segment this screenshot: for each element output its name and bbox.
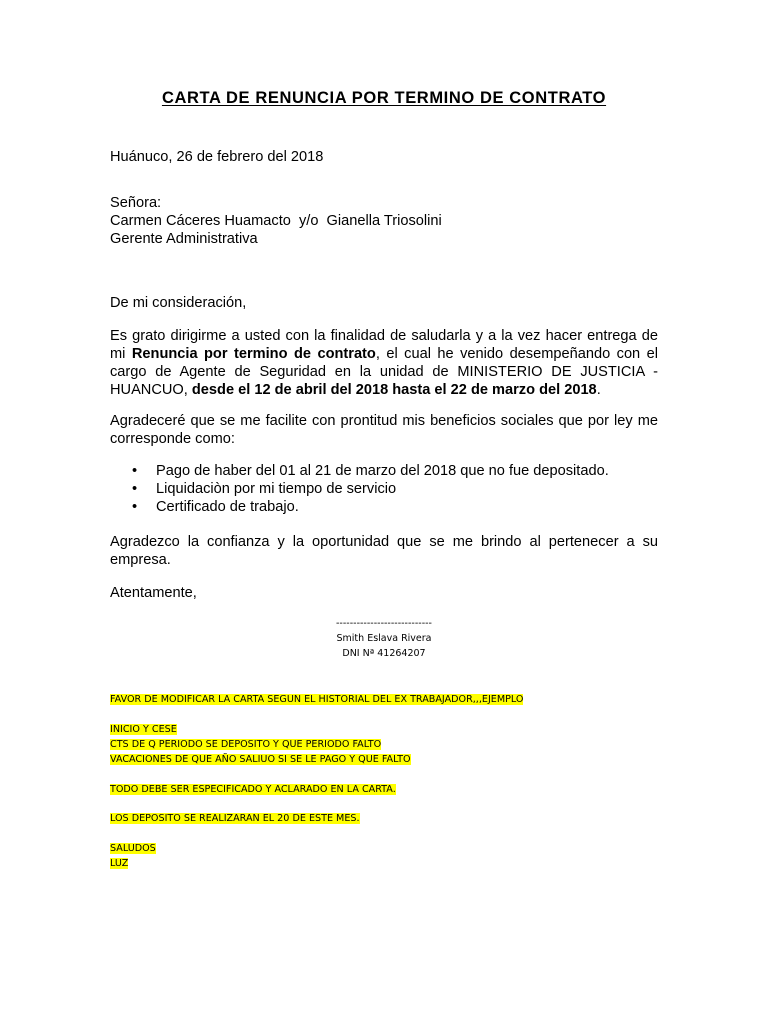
note-greeting-text: SALUDOS — [110, 843, 156, 854]
note-item-text: LOS DEPOSITO SE REALIZARAN EL 20 DE ESTE MES. — [110, 813, 360, 824]
paragraph-resignation-text-3: . — [596, 382, 601, 398]
paragraph-thanks: Agradezco la confianza y la oportunidad que se me brindo al pertenecer a su empresa. — [110, 534, 658, 568]
bullet-icon: • — [132, 481, 138, 497]
note-greeting — [110, 842, 156, 855]
note-item — [110, 723, 177, 736]
note-signoff — [110, 857, 128, 870]
note-instruction-text: FAVOR DE MODIFICAR LA CARTA SEGUN EL HISTORIAL DEL EX TRABAJADOR,,,EJEMPLO — [110, 694, 524, 705]
signature-dni: DNI Nª 41264207 — [342, 648, 426, 659]
list-item — [110, 480, 609, 498]
note-item — [110, 753, 411, 766]
recipient-position: Gerente Administrativa — [110, 231, 258, 247]
list-item-text: Certificado de trabajo. — [156, 499, 299, 515]
list-item-text: Pago de haber del 01 al 21 de marzo del 2018 que no fue depositado. — [156, 463, 609, 479]
recipient-name: Carmen Cáceres Huamacto y/o Gianella Triosolini — [110, 213, 442, 229]
note-item — [110, 738, 381, 751]
note-item — [110, 812, 360, 825]
note-signoff-text: LUZ — [110, 858, 129, 869]
benefits-list — [110, 462, 609, 516]
note-item — [110, 783, 396, 796]
greeting: De mi consideración, — [110, 295, 247, 311]
paragraph-benefits: Agradeceré que se me facilite con prontitud mis beneficios sociales que por ley me corresponde como: — [110, 413, 658, 447]
signature-name: Smith Eslava Rivera — [336, 633, 432, 644]
note-item-text: INICIO Y CESE — [110, 724, 177, 735]
date-line: Huánuco, 26 de febrero del 2018 — [110, 149, 324, 165]
bullet-icon: • — [132, 463, 138, 479]
signature-line: ---------------------------- — [336, 618, 432, 629]
paragraph-resignation-text-2: , el cual he venido desempeñando con el cargo de Agente de Seguridad en la unidad de MINISTERIO DE JUSTICIA - HUANCUO, — [110, 346, 658, 398]
paragraph-resignation — [110, 327, 658, 399]
note-item-text: CTS DE Q PERIODO SE DEPOSITO Y QUE PERIODO FALTO — [110, 739, 382, 750]
note-instruction — [110, 693, 523, 706]
list-item-text: Liquidaciòn por mi tiempo de servicio — [156, 481, 397, 497]
list-item — [110, 462, 609, 480]
note-item-text: TODO DEBE SER ESPECIFICADO Y ACLARADO EN LA CARTA. — [110, 784, 396, 795]
paragraph-resignation-bold-2: desde el 12 de abril del 2018 hasta el 22 de marzo del 2018 — [191, 382, 597, 398]
note-item-text: VACACIONES DE QUE AÑO SALIUO SI SE LE PAGO Y QUE FALTO — [110, 754, 411, 765]
list-item — [110, 498, 609, 516]
recipient-salutation: Señora: — [110, 195, 162, 211]
paragraph-resignation-bold-1: Renuncia por termino de contrato — [131, 346, 376, 362]
paragraph-resignation-text-1: Es grato dirigirme a usted con la finalidad de saludarla y a la vez hacer entrega de mi — [110, 328, 658, 362]
closing: Atentamente, — [110, 585, 197, 601]
bullet-icon: • — [132, 499, 138, 515]
letter-title: CARTA DE RENUNCIA POR TERMINO DE CONTRATO — [161, 89, 607, 107]
